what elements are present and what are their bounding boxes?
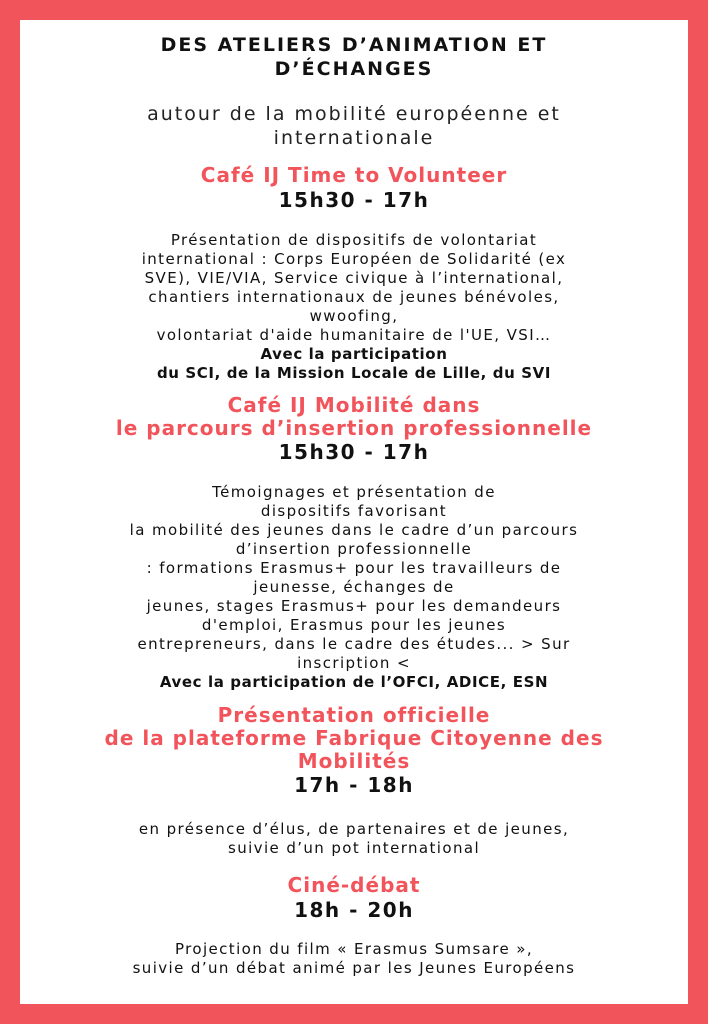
event-1-description-line-5: wwoofing, xyxy=(309,307,399,325)
event-1-participation-line-1: Avec la participation xyxy=(260,345,448,363)
event-2-description-line-10: inscription < xyxy=(297,654,411,672)
event-1-description-line-3: SVE), VIE/VIA, Service civique à l’international, xyxy=(144,269,564,287)
event-4-title: Ciné-débat xyxy=(287,873,421,897)
main-title-line-1: DES ATELIERS D’ANIMATION ET xyxy=(160,34,548,56)
event-2-participation-line-1: Avec la participation de l’OFCI, ADICE, ESN xyxy=(159,673,549,691)
event-3-title-line-1: Présentation officielle xyxy=(217,703,491,727)
flyer-sheet xyxy=(20,20,688,1004)
event-2-description-line-3: la mobilité des jeunes dans le cadre d’un parcours xyxy=(129,521,579,539)
main-title-line-2: D’ÉCHANGES xyxy=(274,58,434,80)
event-2-description-line-5: : formations Erasmus+ pour les travailleurs de xyxy=(146,559,562,577)
event-2-description-line-8: d'emploi, Erasmus pour les jeunes xyxy=(201,616,507,634)
event-2-description-line-9: entrepreneurs, dans le cadre des études... > Sur xyxy=(137,635,571,653)
event-2-title-line-1: Café IJ Mobilité dans xyxy=(227,393,481,417)
event-3-time: 17h - 18h xyxy=(294,773,414,797)
event-2-description-line-6: jeunesse, échanges de xyxy=(253,578,455,596)
event-4-time: 18h - 20h xyxy=(294,898,414,922)
event-1-description-line-1: Présentation de dispositifs de volontariat xyxy=(170,231,538,249)
event-1-description-line-6: volontariat d'aide humanitaire de l'UE, VSI… xyxy=(156,326,552,344)
event-4-description-line-2: suivie d’un débat animé par les Jeunes Européens xyxy=(132,959,576,977)
event-2-time: 15h30 - 17h xyxy=(278,440,430,464)
event-2-description-line-1: Témoignages et présentation de xyxy=(212,483,496,501)
event-1-title: Café IJ Time to Volunteer xyxy=(200,163,508,187)
event-3-description-line-2: suivie d’un pot international xyxy=(227,839,481,857)
event-3-title-line-3: Mobilités xyxy=(297,749,411,773)
event-2-description-line-2: dispositifs favorisant xyxy=(260,502,448,520)
subtitle-line-1: autour de la mobilité européenne et xyxy=(147,103,561,125)
event-1-participation-line-2: du SCI, de la Mission Locale de Lille, du SVI xyxy=(156,364,552,382)
subtitle-line-2: internationale xyxy=(273,127,435,149)
event-3-title-line-2: de la plateforme Fabrique Citoyenne des xyxy=(104,726,604,750)
event-1-description-line-4: chantiers internationaux de jeunes bénévoles, xyxy=(148,288,560,306)
event-2-description-line-7: jeunes, stages Erasmus+ pour les demandeurs xyxy=(146,597,562,615)
event-1-time: 15h30 - 17h xyxy=(278,188,430,212)
event-1-description-line-2: international : Corps Européen de Solidarité (ex xyxy=(141,250,567,268)
event-3-description-line-1: en présence d’élus, de partenaires et de jeunes, xyxy=(138,820,570,838)
event-4-description-line-1: Projection du film « Erasmus Sumsare », xyxy=(174,940,534,958)
event-2-title-line-2: le parcours d’insertion professionnelle xyxy=(115,416,593,440)
event-2-description-line-4: d’insertion professionnelle xyxy=(235,540,473,558)
